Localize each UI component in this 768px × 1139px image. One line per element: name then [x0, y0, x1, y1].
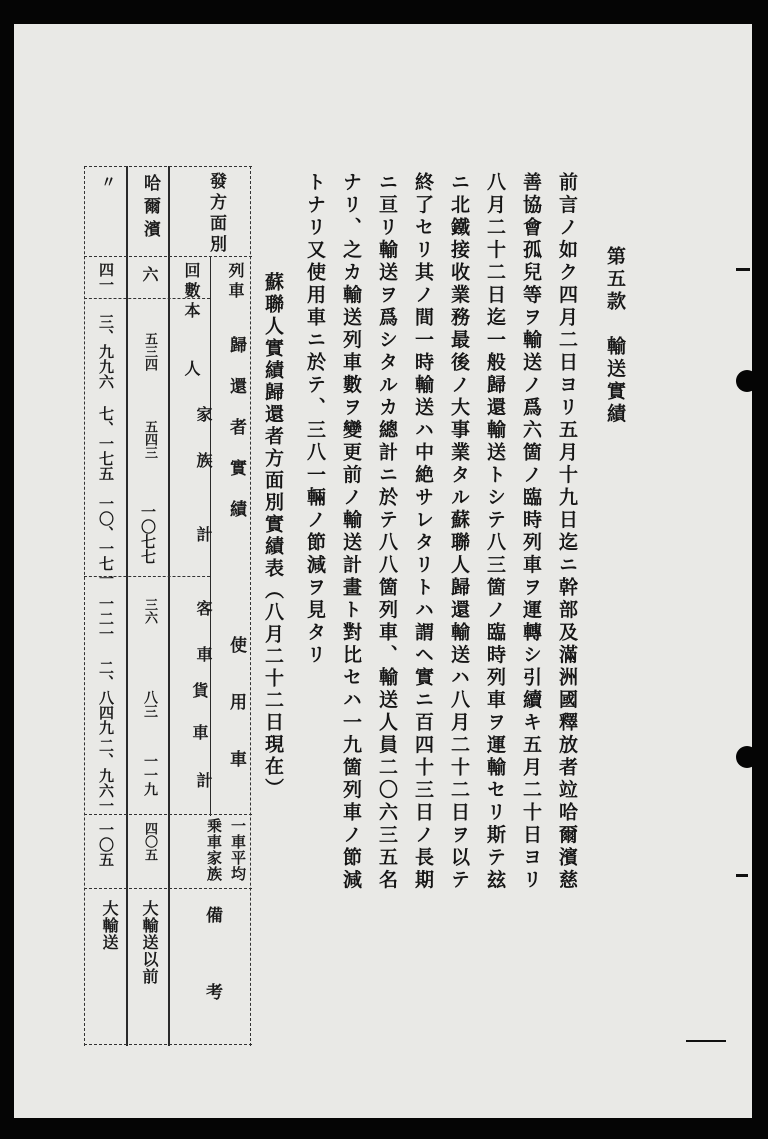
row1-remarks: 大輸送以前 — [140, 900, 159, 985]
header-train-count: 回數 — [182, 262, 201, 302]
body-column-7: ナリ、之カ輸送列車數ヲ變更前ノ輸送計畫ト對比セハ一九箇列車ノ節減 — [340, 172, 362, 892]
row1-persons: 五三四 — [142, 332, 157, 371]
edge-mark — [686, 1040, 726, 1042]
row2-total: 一〇、一七一 — [97, 496, 115, 586]
body-column-6: ニ亘リ輸送ヲ爲シタルカ總計ニ於テ八八箇列車、輸送人員二〇六三五名 — [376, 172, 398, 892]
row2-family: 七、一七五 — [97, 406, 115, 481]
row1-cars-total: 一一九 — [142, 754, 158, 796]
row2-train-count: 四一 — [97, 262, 115, 292]
row1-family: 五四三 — [142, 420, 157, 459]
header-cars-group: 使用車 — [226, 636, 246, 807]
returnee-table — [84, 166, 252, 1060]
header-total: 計 — [194, 526, 213, 542]
header-remarks: 備考 — [202, 906, 222, 1060]
row2-passenger: 一二一 — [97, 596, 115, 641]
row2-cars-total: 二、九六一 — [97, 738, 115, 813]
punch-hole-top — [736, 370, 752, 392]
body-column-5: 終了セリ其ノ間一時輸送ハ中絶サレタリトハ謂ヘ實ニ百四十三日ノ長期 — [412, 172, 434, 892]
header-direction: 發方面別 — [206, 172, 226, 256]
row2-direction: 〃 — [99, 174, 117, 189]
row1-total: 一〇七七 — [139, 504, 157, 564]
header-freight: 貨車 — [190, 682, 209, 766]
header-returnees-group: 歸還者實績 — [226, 336, 246, 541]
header-cars-total: 計 — [194, 772, 213, 788]
header-avg-2: 乗車家族 — [205, 818, 223, 882]
body-column-3: 八月二十二日迄一般歸還輸送トシテ八三箇ノ臨時列車ヲ運輸セリ斯テ玆 — [484, 172, 506, 892]
document-page — [14, 24, 752, 1118]
row2-remarks: 大輸送 — [100, 900, 119, 951]
body-column-8: トナリ又使用車ニ於テ、三八一輛ノ節減ヲ見タリ — [304, 172, 326, 667]
section-heading: 第五款 輸送實績 — [604, 246, 626, 426]
header-persons: 本人 — [182, 302, 201, 418]
header-passenger: 客車 — [194, 600, 213, 692]
row1-avg: 四〇五 — [142, 822, 157, 861]
header-family: 家族 — [194, 406, 213, 498]
body-column-1: 前言ノ如ク四月二日ヨリ五月十九日迄ニ幹部及滿洲國釋放者竝哈爾濱慈 — [556, 172, 578, 892]
table-title: 蘇聯人實績歸還者方面別實績表（八月二十二日現在） — [262, 272, 284, 800]
edge-mark — [736, 874, 748, 877]
row1-direction: 哈爾濱 — [140, 174, 160, 243]
row2-avg: 一〇五 — [97, 822, 115, 867]
row1-passenger: 三六 — [142, 598, 157, 624]
row2-freight: 二、八四九 — [97, 660, 115, 735]
header-train: 列車 — [226, 262, 245, 302]
body-column-2: 善協會孤兒等ヲ輸送ノ爲六箇ノ臨時列車ヲ運轉シ引續キ五月二十日ヨリ — [520, 172, 542, 892]
row2-persons: 三、九九六 — [97, 314, 115, 389]
body-column-4: ニ北鐵接收業務最後ノ大事業タル蘇聯人歸還輸送ハ八月二十二日ヲ以テ — [448, 172, 470, 892]
row1-train-count: 六 — [140, 266, 159, 282]
edge-mark — [736, 268, 750, 271]
header-avg-1: 一車平均 — [229, 818, 247, 882]
row1-freight: 八三 — [142, 690, 158, 718]
punch-hole-bottom — [736, 746, 752, 768]
